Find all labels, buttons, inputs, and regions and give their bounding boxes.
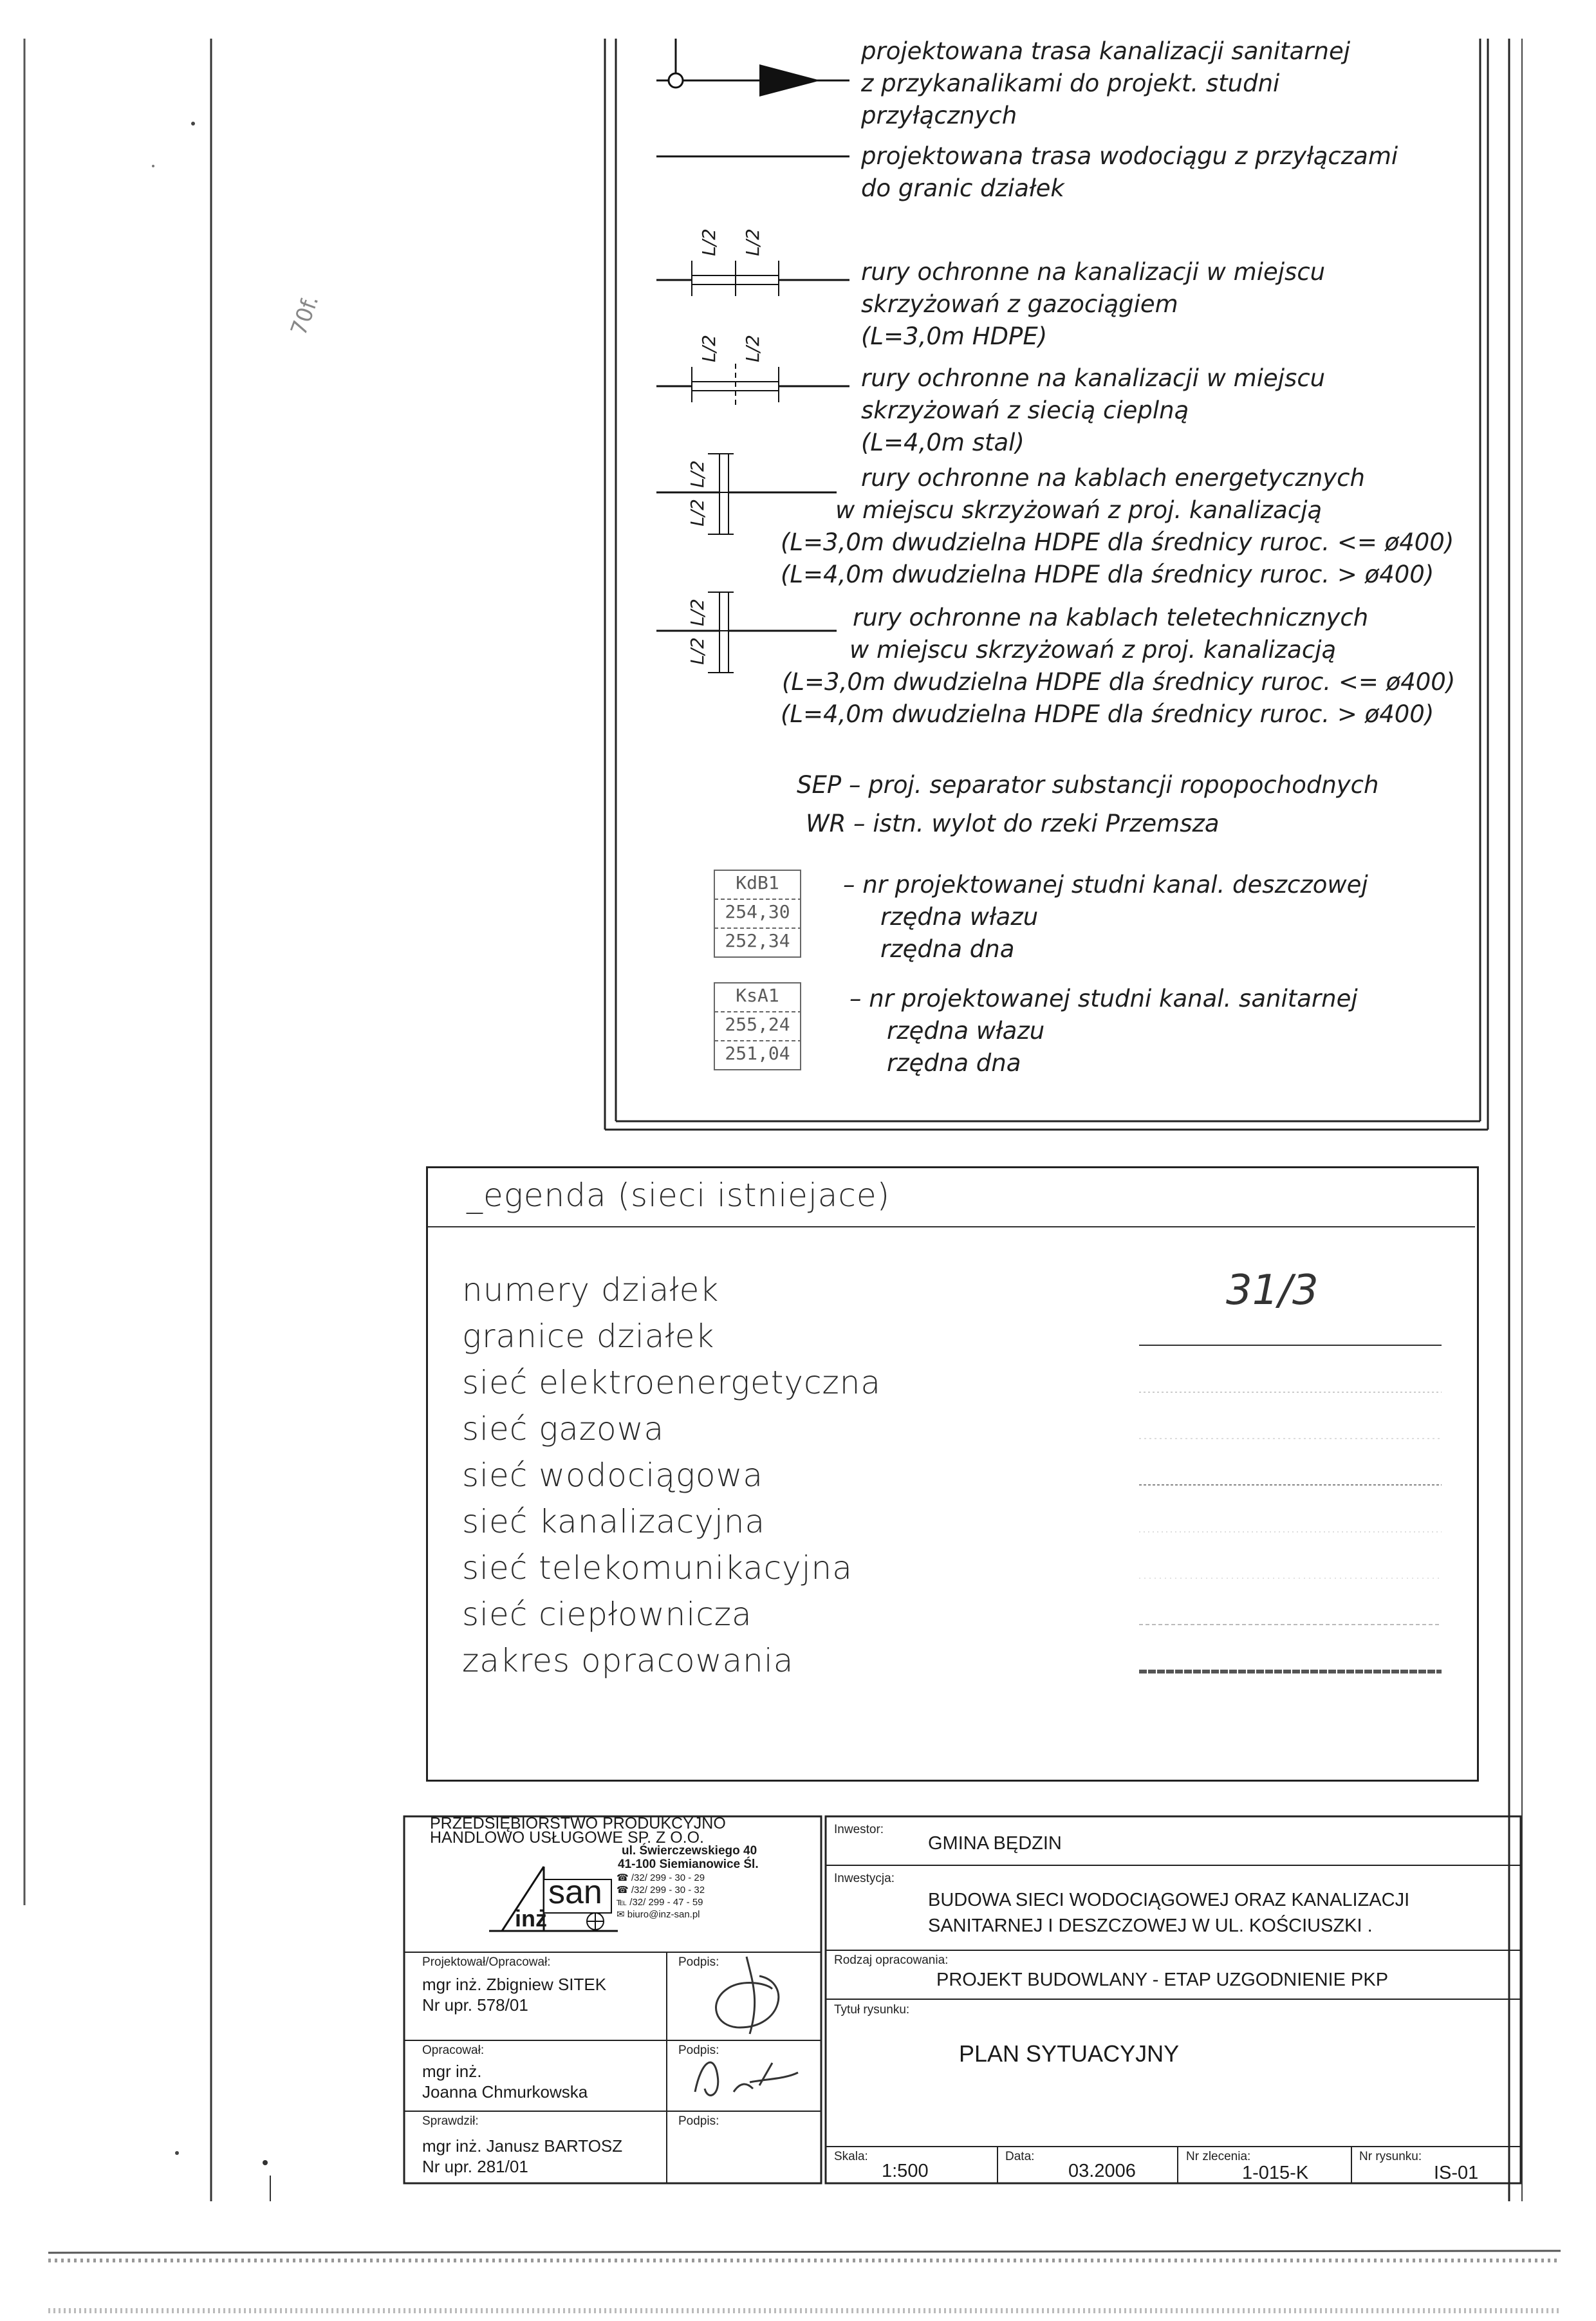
legend-line: rzędna dna xyxy=(887,1049,1021,1077)
legend-existing-item: sieć gazowa xyxy=(462,1410,665,1448)
checked-label: Sprawdził: xyxy=(422,2114,479,2128)
investment-line: BUDOWA SIECI WODOCIĄGOWEJ ORAZ KANALIZACJI xyxy=(928,1890,1410,1910)
phone-line: ☎ /32/ 299 - 30 - 29 xyxy=(617,1872,705,1883)
phone-line: ℡ /32/ 299 - 47 - 59 xyxy=(617,1897,703,1908)
checked-info xyxy=(422,2136,622,2177)
company-address xyxy=(618,1844,759,1871)
legend-line: – nr projektowanej studni kanal. deszczowej xyxy=(843,871,1368,899)
legend-existing-item: numery działek xyxy=(462,1271,719,1309)
legend-line: z przykanalikami do projekt. studni xyxy=(861,70,1280,97)
designer-label: Projektował/Opracował: xyxy=(422,1955,551,1969)
legend-line: (L=3,0m HDPE) xyxy=(861,322,1048,350)
manhole-invert-elevation: 252,34 xyxy=(725,930,790,951)
investment-value xyxy=(928,1887,1409,1939)
prepared-line: Joanna Chmurkowska xyxy=(422,2082,588,2102)
phone-line: ☎ /32/ 299 - 30 - 32 xyxy=(617,1885,705,1896)
company-contacts xyxy=(617,1872,705,1921)
signature-label: Podpis: xyxy=(678,1955,719,1969)
prepared-label: Opracował: xyxy=(422,2044,485,2057)
investor-label: Inwestor: xyxy=(834,1823,884,1836)
address-line: ul. Świerczewskiego 40 xyxy=(622,1844,757,1858)
legend-existing-item: sieć telekomunikacyjna xyxy=(462,1549,853,1587)
legend-line: w miejscu skrzyżowań z proj. kanalizacją xyxy=(849,636,1337,664)
legend-line: skrzyżowań z siecią cieplną xyxy=(861,396,1189,424)
label-l2: L/2 xyxy=(686,460,708,488)
designer-info xyxy=(422,1974,606,2015)
legend-existing-item: sieć ciepłownicza xyxy=(462,1596,752,1633)
legend-existing-item: sieć elektroenergetyczna xyxy=(462,1364,882,1401)
legend-existing-item: zakres opracowania xyxy=(462,1642,794,1679)
label-l2: L/2 xyxy=(686,499,708,527)
legend-line: rzędna dna xyxy=(880,935,1015,963)
scale-label: Skala: xyxy=(834,2150,868,2163)
order-label: Nr zlecenia: xyxy=(1186,2150,1251,2163)
email-line: ✉ biuro@inz-san.pl xyxy=(617,1909,700,1920)
legend-line: rzędna włazu xyxy=(887,1017,1045,1045)
legend-line: projektowana trasa kanalizacji sanitarnej xyxy=(861,37,1350,65)
legend-line: rury ochronne na kanalizacji w miejscu xyxy=(861,364,1326,392)
prepared-info xyxy=(422,2061,588,2102)
type-value: PROJEKT BUDOWLANY - ETAP UZGODNIENIE PKP xyxy=(936,1970,1389,1990)
legend-line: w miejscu skrzyżowań z proj. kanalizacją xyxy=(835,496,1322,524)
signature-label: Podpis: xyxy=(678,2044,719,2057)
label-l2: L/2 xyxy=(698,228,719,256)
legend-line: (L=4,0m stal) xyxy=(861,429,1025,456)
legend-existing-title: _egenda (sieci istniejace) xyxy=(467,1177,891,1214)
legend-existing-item: sieć wodociągowa xyxy=(462,1457,764,1494)
drawing-no-label: Nr rysunku: xyxy=(1359,2150,1422,2163)
margin-note: 70f. xyxy=(286,292,324,339)
manhole-code: KsA1 xyxy=(736,985,779,1006)
legend-line: przyłącznych xyxy=(861,102,1017,129)
prepared-line: mgr inż. xyxy=(422,2062,482,2081)
legend-line: rury ochronne na kanalizacji w miejscu xyxy=(861,258,1326,286)
company-name xyxy=(430,1816,726,1845)
legend-line: skrzyżowań z gazociągiem xyxy=(861,290,1178,318)
label-l2: L/2 xyxy=(686,637,708,665)
company-logo-san: san xyxy=(548,1874,602,1911)
drawing-no-value: IS-01 xyxy=(1434,2163,1479,2183)
type-label: Rodzaj opracowania: xyxy=(834,1953,949,1967)
company-name-line: PRZEDSIĘBIORSTWO PRODUKCYJNO xyxy=(430,1814,726,1832)
signature-label: Podpis: xyxy=(678,2114,719,2128)
legend-line: do granic działek xyxy=(861,174,1064,202)
legend-line: rury ochronne na kablach teletechnicznych xyxy=(853,604,1369,631)
checked-line: Nr upr. 281/01 xyxy=(422,2157,528,2176)
date-label: Data: xyxy=(1005,2150,1035,2163)
order-value: 1-015-K xyxy=(1242,2163,1309,2183)
manhole-code: KdB1 xyxy=(736,872,779,893)
legend-line: (L=4,0m dwudzielna HDPE dla średnicy ruroc. > ø400) xyxy=(781,700,1434,728)
legend-item-sep: SEP – proj. separator substancji ropopochodnych xyxy=(797,771,1379,799)
legend-item-wr: WR – istn. wylot do rzeki Przemsza xyxy=(806,810,1220,837)
manhole-rim-elevation: 255,24 xyxy=(725,1014,790,1035)
company-logo-inz: inż xyxy=(515,1905,547,1932)
label-l2: L/2 xyxy=(741,228,763,256)
manhole-invert-elevation: 251,04 xyxy=(725,1043,790,1064)
checked-line: mgr inż. Janusz BARTOSZ xyxy=(422,2136,623,2156)
company-name-line: HANDLOWO USŁUGOWE SP. Z O.O. xyxy=(430,1829,704,1847)
legend-line: (L=3,0m dwudzielna HDPE dla średnicy ruroc. <= ø400) xyxy=(781,528,1454,556)
manhole-rim-elevation: 254,30 xyxy=(725,901,790,922)
date-value: 03.2006 xyxy=(1068,2161,1136,2181)
legend-line: rzędna włazu xyxy=(880,903,1039,931)
legend-line: projektowana trasa wodociągu z przyłączami xyxy=(861,142,1398,170)
investment-label: Inwestycja: xyxy=(834,1872,895,1885)
drawing-title-value: PLAN SYTUACYJNY xyxy=(959,2040,1180,2067)
legend-line: rury ochronne na kablach energetycznych xyxy=(861,464,1365,492)
investor-value: GMINA BĘDZIN xyxy=(928,1833,1062,1854)
designer-line: Nr upr. 578/01 xyxy=(422,1995,528,2015)
designer-line: mgr inż. Zbigniew SITEK xyxy=(422,1975,607,1994)
legend-line: (L=3,0m dwudzielna HDPE dla średnicy ruroc. <= ø400) xyxy=(782,668,1456,696)
legend-existing-item: granice działek xyxy=(462,1318,715,1355)
label-l2: L/2 xyxy=(741,335,763,362)
parcel-number-sample: 31/3 xyxy=(1226,1267,1319,1314)
drawing-title-label: Tytuł rysunku: xyxy=(834,2003,910,2017)
label-l2: L/2 xyxy=(686,599,708,626)
legend-line: – nr projektowanej studni kanal. sanitarnej xyxy=(849,985,1358,1012)
address-line: 41-100 Siemianowice Śl. xyxy=(618,1858,759,1871)
label-l2: L/2 xyxy=(698,335,719,362)
legend-existing-item: sieć kanalizacyjna xyxy=(462,1503,766,1540)
scale-value: 1:500 xyxy=(882,2161,929,2181)
legend-line: (L=4,0m dwudzielna HDPE dla średnicy ruroc. > ø400) xyxy=(781,561,1434,588)
investment-line: SANITARNEJ I DESZCZOWEJ W UL. KOŚCIUSZKI . xyxy=(928,1916,1373,1936)
